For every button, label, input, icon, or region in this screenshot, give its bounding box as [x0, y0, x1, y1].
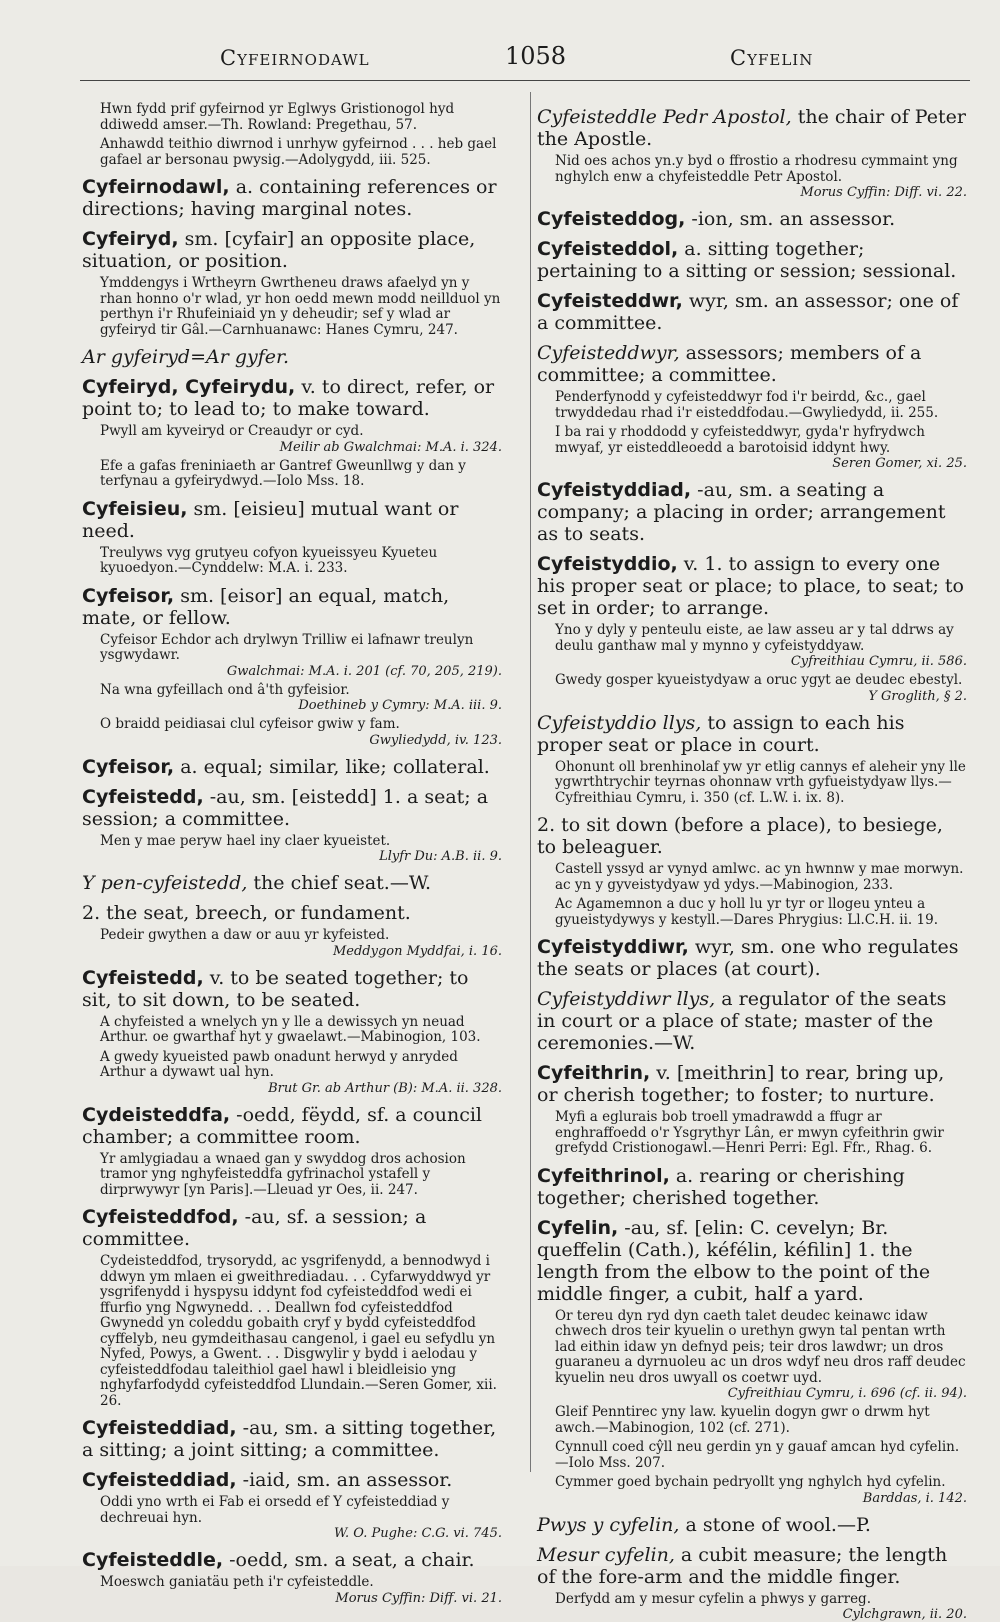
- dictionary-entry: [537, 814, 967, 858]
- running-head-left: Cyfeirnodawl: [220, 46, 370, 70]
- definition: v. to be seated together; to sit, to sit down, to be seated.: [82, 966, 469, 1011]
- headword: Mesur cyfelin,: [537, 1543, 675, 1566]
- citation-source: Cyfreithiau Cymru, i. 696 (cf. ii. 94).: [727, 1386, 967, 1401]
- dictionary-entry: [82, 1469, 502, 1491]
- citation: Cymmer goed bychain pedryollt yng nghylch hyd cyfelin.: [555, 1474, 946, 1490]
- definition: 2. to sit down (before a place), to besiege, to beleaguer.: [537, 814, 943, 858]
- headword: Cyfeisteddwr,: [537, 290, 683, 312]
- definition: v. [meithrin] to rear, bring up, or cherish together; to foster; to nurture.: [537, 1062, 945, 1106]
- citation-source: Barddas, i. 142.: [862, 1490, 967, 1506]
- dictionary-entry: [82, 872, 502, 894]
- headword: Cyfeisteddol,: [537, 238, 679, 260]
- citation-source: W. O. Pughe: C.G. vi. 745.: [333, 1526, 502, 1541]
- headword: Cyfeisteddiad,: [82, 1417, 237, 1439]
- headword: Pwys y cyfelin,: [537, 1513, 680, 1536]
- definition: -ion, sm. an assessor.: [685, 208, 896, 230]
- citation: Pwyll am kyveiryd or Creaudyr or cyd.: [100, 423, 364, 439]
- definition: sm. [eisor] an equal, match, mate, or fellow.: [82, 584, 450, 629]
- dictionary-entry: [82, 967, 502, 1011]
- dictionary-entry: [82, 176, 502, 220]
- definition: -au, sm. [eistedd] 1. a seat; a session; a committee.: [82, 785, 489, 830]
- definition: a. containing references or directions; having marginal notes.: [82, 176, 497, 220]
- definition: the chief seat.—W.: [247, 872, 432, 894]
- definition: -au, sf. [elin: C. cevelyn; Br. queffelin (Cath.), kéfélin, kéfilin] 1. the length from the elbow to the point of the middle finger, a cubit, half a yard.: [537, 1216, 931, 1305]
- citation-source: Cyfreithiau Cymru, ii. 586.: [790, 654, 967, 669]
- headword: Cyfeistyddio llys,: [537, 711, 702, 734]
- citation: Ohonunt oll brenhinolaf yw yr etlig cannys ef aleheir yny lle ygwrthtrychir teyrnas ohonnaw vrth gyfueistydyaw llys.—Cyfreithiau Cymru, i. 350 (cf. L.W. i. ix. 8).: [555, 758, 966, 806]
- citation: Moeswch ganiatäu peth i'r cyfeisteddle.: [100, 1574, 374, 1590]
- definition: -au, sf. a session; a committee.: [82, 1206, 427, 1250]
- citation: Gleif Penntirec yny law. kyuelin dogyn gwr o drwm hyt awch.—Mabinogion, 102 (cf. 271).: [555, 1404, 930, 1436]
- definition: 2. the seat, breech, or fundament.: [82, 902, 411, 924]
- dictionary-entry: [537, 290, 967, 334]
- definition: v. 1. to assign to every one his proper seat or place; to place, to seat; to set in order; to arrange.: [537, 553, 964, 619]
- headword: Cyfeiryd,: [82, 228, 179, 250]
- citation: Nid oes achos yn.y byd o ffrostio a rhodresu cymmaint yng nghylch enw a chyfeisteddle Petr Apostol.: [555, 153, 958, 185]
- header-rule: [80, 80, 970, 81]
- dictionary-entry: [537, 1062, 967, 1106]
- dictionary-entry: [537, 712, 967, 756]
- definition: the chair of Peter the Apostle.: [537, 106, 966, 150]
- dictionary-entry: [82, 1104, 502, 1148]
- citation-source: Brut Gr. ab Arthur (B): M.A. ii. 328.: [268, 1080, 502, 1096]
- citation: Yno y dyly y penteulu eiste, ae law asseu ar y tal ddrws ay deulu ganthaw mal y mynno y cyfeistyddyaw.: [555, 622, 954, 654]
- dictionary-entry: [82, 346, 502, 368]
- definition: a stone of wool.—P.: [679, 1513, 871, 1536]
- definition: a. sitting together; pertaining to a sitting or session; sessional.: [537, 238, 957, 282]
- dictionary-entry: [537, 936, 967, 980]
- headword: Cyfeistyddiwr,: [537, 936, 689, 958]
- citation: Gwedy gosper kyueistydyaw a oruc ygyt ae deudec ebestyl.: [555, 672, 963, 688]
- headword: Cyfeiryd, Cyfeirydu,: [82, 376, 296, 398]
- headword: Cyfeistyddiwr llys,: [537, 988, 716, 1010]
- citation: Na wna gyfeillach ond â'th gyfeisior.: [100, 681, 350, 698]
- citation: Cynnull coed cŷll neu gerdin yn y gauaf amcan hyd cyfelin.—Iolo Mss. 207.: [555, 1439, 960, 1471]
- citation: A gwedy kyueisted pawb onadunt herwyd y anryded Arthur a dywawt ual hyn.: [100, 1048, 458, 1080]
- dictionary-entry: [82, 228, 502, 272]
- citation: Men y mae peryw hael iny claer kyueistet.: [100, 832, 391, 849]
- definition: -au, sm. a sitting together, a sitting; a joint sitting; a committee.: [82, 1417, 497, 1461]
- left-column: [82, 98, 502, 1606]
- dictionary-entry: [82, 1417, 502, 1461]
- right-column: [537, 98, 967, 1622]
- citation: A chyfeisted a wnelych yn y lle a dewissych yn neuad Arthur. oe gwarthaf hyt y gwaelawt.—Mabinogion, 103.: [100, 1013, 481, 1045]
- definition: a. equal; similar, like; collateral.: [174, 755, 490, 778]
- citation: Myfi a eglurais bob troell ymadrawdd a ffugr ar enghraffoedd o'r Ysgrythyr Lân, er mwyn cyfeithrin gwir grefydd Cristionogawl.—Henri Perri: Egl. Ffr., Rhag. 6.: [555, 1109, 944, 1156]
- citation-source: Y Groglith, § 2.: [868, 688, 967, 704]
- citation: Treulyws vyg grutyeu cofyon kyueissyeu Kyueteu kyuoedyon.—Cynddelw: M.A. i. 233.: [100, 544, 438, 576]
- headword: Cyfeisor,: [82, 584, 175, 607]
- citation: Hwn fydd prif gyfeirnod yr Eglwys Gristionogol hyd ddiwedd amser.—Th. Rowland: Pregethau, 57.: [100, 101, 455, 133]
- citation-source: Doethineb y Cymry: M.A. iii. 9.: [298, 698, 502, 713]
- definition: -oedd, sm. a seat, a chair.: [223, 1549, 475, 1571]
- citation: Cyfeisor Echdor ach drylwyn Trilliw ei lafnawr treulyn ysgwydawr.: [100, 631, 474, 663]
- citation-source: Cylchgrawn, ii. 20.: [842, 1607, 967, 1622]
- dictionary-entry: [82, 376, 502, 420]
- headword: Cyfeisteddiad,: [82, 1469, 237, 1491]
- citation-source: Meilir ab Gwalchmai: M.A. i. 324.: [279, 439, 502, 455]
- citation: O braidd peidiasai clul cyfeisor gwiw y fam.: [100, 716, 400, 732]
- dictionary-entry: [82, 902, 502, 924]
- definition: -iaid, sm. an assessor.: [236, 1469, 453, 1491]
- headword: Cyfeisteddfod,: [82, 1206, 239, 1228]
- dictionary-entry: [537, 1514, 967, 1536]
- definition: a regulator of the seats in court or a place of state; master of the ceremonies.—W.: [537, 988, 947, 1054]
- headword: Cyfeithrin,: [537, 1062, 651, 1084]
- dictionary-entry: [537, 1165, 967, 1209]
- dictionary-entry: [537, 238, 967, 282]
- citation: Oddi yno wrth ei Fab ei orsedd ef Y cyfeisteddiad y dechreuai hyn.: [100, 1494, 450, 1526]
- citation: Or tereu dyn ryd dyn caeth talet deudec keinawc idaw chwech dros teir kyuelin o urethyn gwyn tal pentan wrth lad eithin idaw yn defnyd peis; teir dros lawdwr; un dros guaraneu a dyrnuoleu ac un dros wdyf neu dros raff deudec kyuelin neu dros uwyall os coetwr uyd.: [555, 1307, 966, 1386]
- citation-source: Meddygon Myddfai, i. 16.: [332, 943, 502, 959]
- definition: -oedd, fëydd, sf. a council chamber; a committee room.: [82, 1103, 482, 1148]
- headword: Cyfeisteddle,: [82, 1549, 224, 1571]
- headword: Cyfeisteddwyr,: [537, 342, 680, 364]
- citation: Cydeisteddfod, trysorydd, ac ysgrifenydd, a bennodwyd i ddwyn ym mlaen ei gweithrediadau. . . Cyfarwyddwyd yr ysgrifenydd i hyspysu iddynt fod cyfeisteddfod wedi ei ffurfio yng Ngwynedd. . . Deallwn fod cyfeisteddfod Gwynedd yn coleddu gobaith cryf y bydd cyfeisteddfod cyffelyb, neu gymdeithasau cangenol, i gael eu sefydlu yn Nyfed, Powys, a Gwent. . . Disgwylir y bydd i aelodau y cyfeisteddfodau taleithiol gael hawl i bleidleisio yng nghyfarfodydd cyfeisteddfod Llundain.—Seren Gomer, xii. 26.: [100, 1253, 497, 1409]
- definition: sm. [cyfair] an opposite place, situation, or position.: [82, 228, 476, 272]
- headword: Cyfeistedd,: [82, 966, 204, 989]
- headword: Cyfeisor,: [82, 755, 175, 778]
- citation-source: Gwyliedydd, iv. 123.: [369, 732, 502, 748]
- citation: Penderfynodd y cyfeisteddwyr fod i'r beirdd, &c., gael trwyddedau rhad i'r eisteddfodau.—Gwyliedydd, ii. 255.: [555, 389, 939, 421]
- citation-source: Llyfr Du: A.B. ii. 9.: [379, 849, 502, 864]
- page-header: [80, 38, 950, 78]
- headword: Cyfelin,: [537, 1216, 619, 1239]
- dictionary-entry: [537, 342, 967, 386]
- definition: wyr, sm. one who regulates the seats or places (at court).: [537, 936, 959, 980]
- citation: Anhawdd teithio diwrnod i unrhyw gyfeirnod . . . heb gael gafael ar bersonau pwysig.—Adolygydd, iii. 525.: [100, 136, 497, 168]
- dictionary-entry: [537, 988, 967, 1054]
- citation: Castell yssyd ar vynyd amlwc. ac yn hwnnw y mae morwyn. ac yn y gyveistydyaw yd ydys.—Mabinogion, 233.: [555, 861, 964, 893]
- citation: I ba rai y rhoddodd y cyfeisteddwyr, gyda'r hyfrydwch mwyaf, yr eisteddleoedd a barotoisid iddynt hwy.: [555, 424, 925, 456]
- definition: sm. [eisieu] mutual want or need.: [82, 497, 459, 542]
- headword: Cyfeistedd,: [82, 785, 204, 808]
- running-head-right: Cyfelin: [730, 46, 814, 70]
- dictionary-entry: [537, 479, 967, 545]
- citation-source: Gwalchmai: M.A. i. 201 (cf. 70, 205, 219).: [226, 663, 502, 679]
- dictionary-entry: [82, 1549, 502, 1571]
- dictionary-entry: [537, 1217, 967, 1305]
- headword: Cydeisteddfa,: [82, 1103, 231, 1126]
- dictionary-entry: [82, 1206, 502, 1250]
- headword: Y pen-cyfeistedd,: [82, 872, 248, 894]
- headword: Cyfeisteddog,: [537, 208, 686, 230]
- headword: Cyfeistyddio,: [537, 553, 678, 575]
- headword: Cyfeithrinol,: [537, 1164, 670, 1187]
- dictionary-entry: [537, 208, 967, 230]
- column-divider: [530, 92, 531, 1472]
- definition: -au, sm. a seating a company; a placing in order; arrangement as to seats.: [537, 479, 946, 545]
- dictionary-entry: [82, 498, 502, 542]
- citation: Efe a gafas freniniaeth ar Gantref Gweunllwg y dan y terfynau a gyfeirydwyd.—Iolo Mss. 18.: [100, 457, 466, 489]
- citation-source: Morus Cyffin: Diff. vi. 21.: [335, 1590, 502, 1606]
- dictionary-entry: [82, 585, 502, 629]
- headword: Ar gyfeiryd=Ar gyfer.: [82, 346, 290, 368]
- headword: Cyfeisieu,: [82, 497, 188, 520]
- dictionary-entry: [537, 106, 967, 150]
- definition: a. rearing or cherishing together; cherished together.: [537, 1164, 905, 1209]
- definition: wyr, sm. an assessor; one of a committee.: [537, 290, 959, 334]
- page-number: 1058: [505, 42, 567, 70]
- citation: Ymddengys i Wrtheyrn Gwrtheneu draws afaelyd yn y rhan honno o'r wlad, yr hon oedd mewn modd neillduol yn perthyn i'r Rhufeiniaid yn y deheudir; sef y wlad ar gyfeiryd tir Gâl.—Carnhuanawc: Hanes Cymru, 247.: [100, 275, 501, 338]
- citation: Yr amlygiadau a wnaed gan y swyddog dros achosion tramor yng nghyfeisteddfa gyfrinachol ystafell y dirprwywyr [yn Paris].—Lleuad yr Oes, ii. 247.: [100, 1150, 466, 1198]
- citation: Pedeir gwythen a daw or auu yr kyfeisted.: [100, 927, 390, 943]
- definition: to assign to each his proper seat or place in court.: [537, 711, 905, 756]
- dictionary-entry: [82, 756, 502, 778]
- dictionary-entry: [537, 553, 967, 619]
- definition: assessors; members of a committee; a committee.: [537, 342, 922, 386]
- headword: Cyfeirnodawl,: [82, 176, 230, 198]
- dictionary-entry: [82, 786, 502, 830]
- citation-source: Morus Cyffin: Diff. vi. 22.: [800, 185, 967, 200]
- definition: a cubit measure; the length of the fore-arm and the middle finger.: [537, 1543, 948, 1588]
- citation: Ac Agamemnon a duc y holl lu yr tyr or llogeu ynteu a gyueistydywys y kestyll.—Dares Phrygius: Ll.C.H. ii. 19.: [555, 896, 938, 928]
- headword: Cyfeistyddiad,: [537, 479, 692, 501]
- citation-source: Seren Gomer, xi. 25.: [832, 456, 967, 471]
- citation: Derfydd am y mesur cyfelin a phwys y garreg.: [555, 1590, 871, 1607]
- definition: v. to direct, refer, or point to; to lead to; to make toward.: [82, 376, 495, 420]
- headword: Cyfeisteddle Pedr Apostol,: [537, 106, 792, 128]
